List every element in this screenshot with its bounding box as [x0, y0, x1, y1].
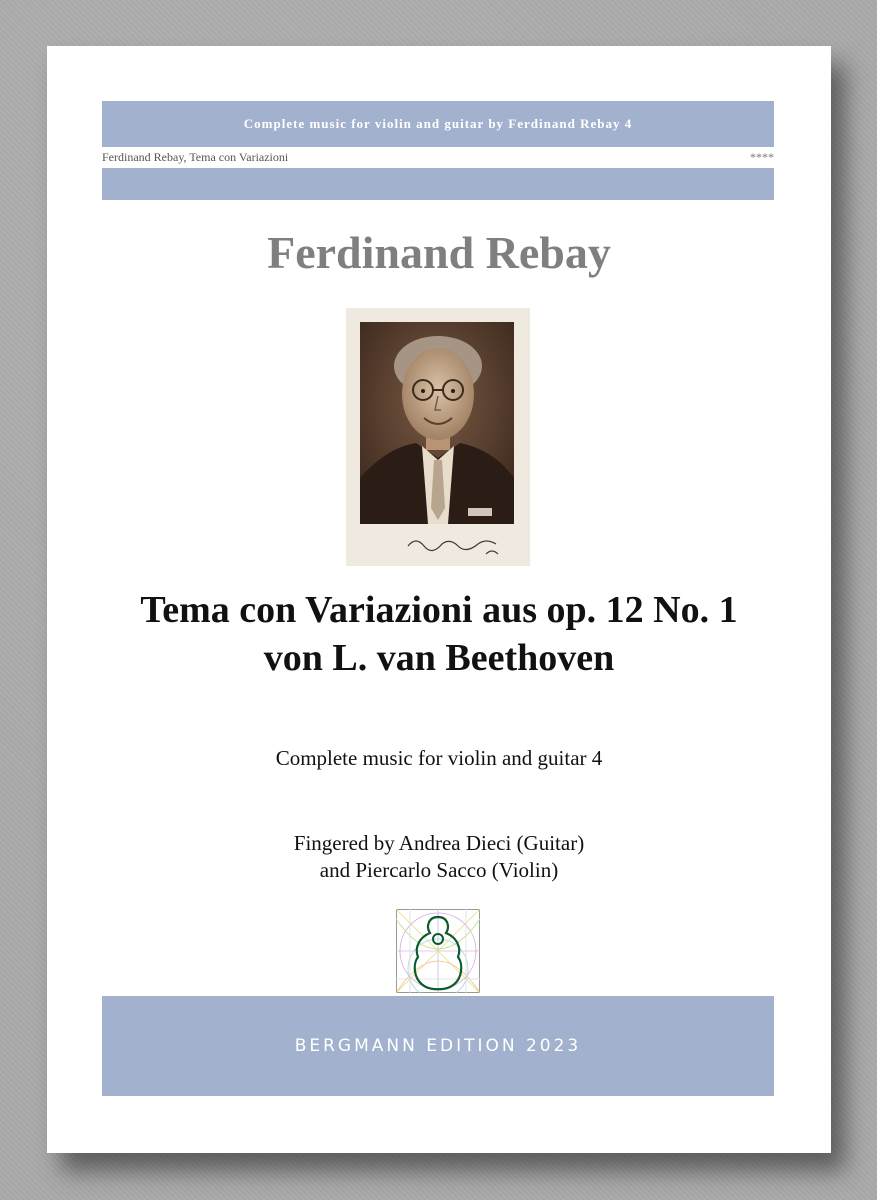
running-head [102, 150, 774, 166]
fingering-credits [47, 830, 831, 884]
publisher-banner-text: BERGMANN EDITION 2023 [294, 1036, 582, 1056]
running-head-left: Ferdinand Rebay, Tema con Variazioni [102, 150, 289, 164]
series-banner [102, 101, 774, 147]
portrait-photo-icon [346, 308, 530, 566]
divider-band [102, 168, 774, 200]
guitar-geometry-logo-icon [396, 909, 480, 993]
publisher-banner [102, 996, 774, 1096]
work-title-line-2: von L. van Beethoven [263, 637, 615, 679]
work-title [47, 586, 831, 682]
series-subtitle: Complete music for violin and guitar 4 [275, 746, 603, 770]
composer-portrait [346, 308, 530, 566]
running-head-right: **** [750, 150, 774, 164]
composer-name: Ferdinand Rebay [267, 227, 611, 278]
work-title-line-1: Tema con Variazioni aus op. 12 No. 1 [140, 589, 738, 631]
cover-page [47, 46, 831, 1153]
series-banner-text: Complete music for violin and guitar by Ferdinand Rebay 4 [243, 116, 633, 131]
credit-line-1: Fingered by Andrea Dieci (Guitar) [293, 831, 585, 855]
credit-line-2: and Piercarlo Sacco (Violin) [319, 858, 559, 882]
